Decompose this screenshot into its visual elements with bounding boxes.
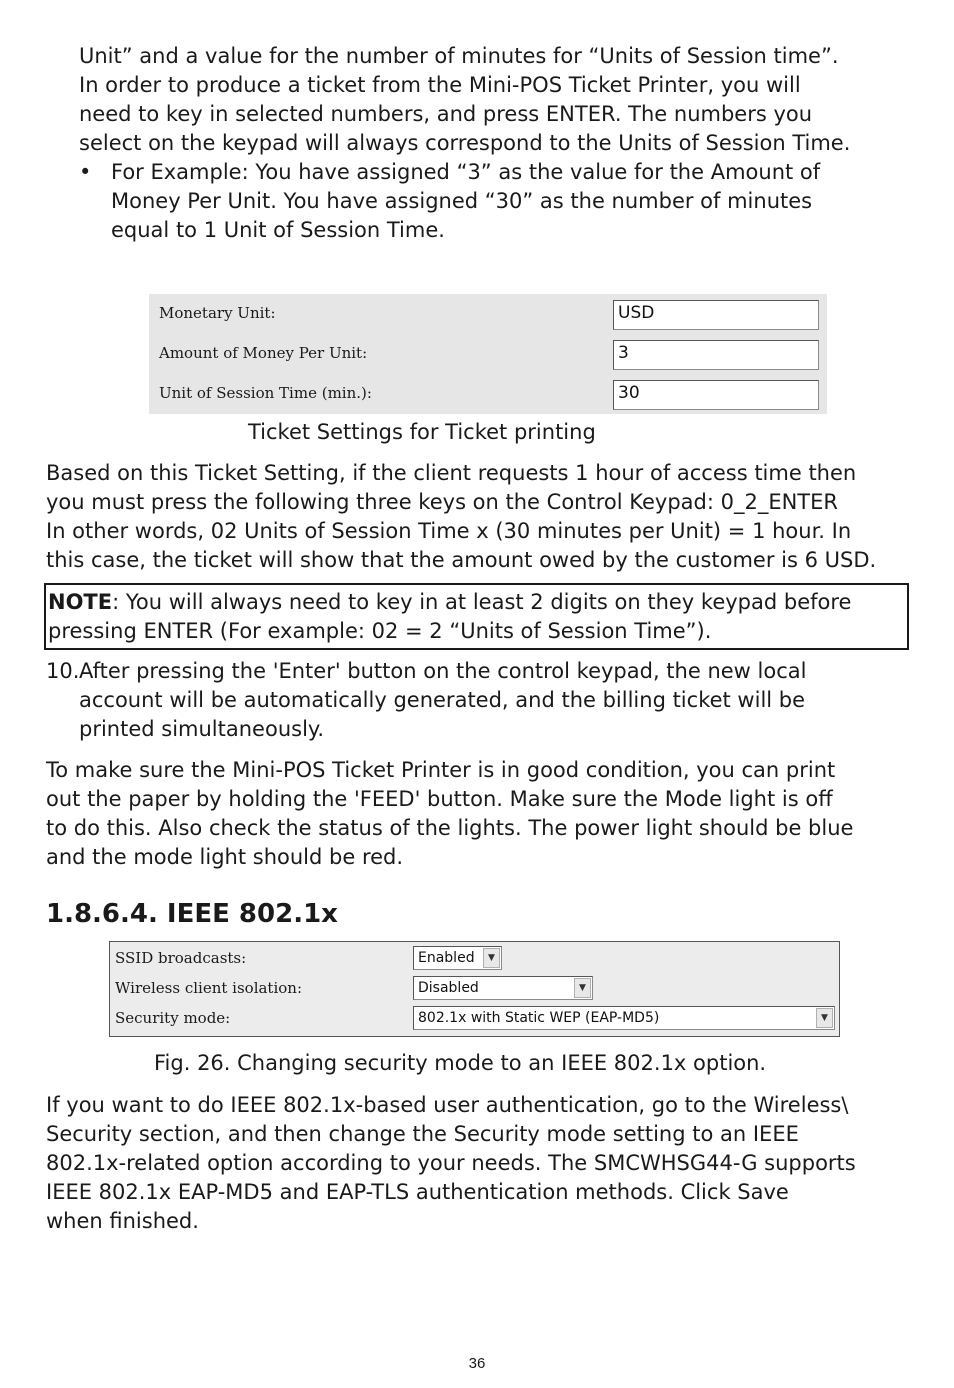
text-line: To make sure the Mini-POS Ticket Printer is in good condition, you can print bbox=[46, 758, 836, 782]
text-line: need to key in selected numbers, and press ENTER. The numbers you bbox=[79, 102, 813, 126]
example-bullet bbox=[111, 158, 820, 245]
text-line: account will be automatically generated, and the billing ticket will be bbox=[79, 688, 806, 712]
text-line: select on the keypad will always correspond to the Units of Session Time. bbox=[79, 131, 851, 155]
client-isolation-label: Wireless client isolation: bbox=[115, 979, 303, 997]
text-line: Security section, and then change the Security mode setting to an IEEE bbox=[46, 1122, 799, 1146]
form-row-session-time bbox=[149, 374, 827, 414]
form-row-ssid-broadcasts bbox=[110, 943, 839, 973]
ieee-auth-paragraph bbox=[46, 1091, 856, 1236]
session-time-input[interactable]: 30 bbox=[613, 380, 819, 410]
chevron-down-icon[interactable]: ▼ bbox=[816, 1008, 833, 1028]
security-mode-value: 802.1x with Static WEP (EAP-MD5) bbox=[418, 1010, 660, 1026]
note-text: pressing ENTER (For example: 02 = 2 “Units of Session Time”). bbox=[48, 619, 712, 643]
client-isolation-select[interactable] bbox=[413, 976, 593, 1000]
list-item-10 bbox=[79, 657, 806, 744]
ssid-broadcasts-label: SSID broadcasts: bbox=[115, 949, 247, 967]
text-line: For Example: You have assigned “3” as the value for the Amount of bbox=[111, 160, 821, 184]
ticket-settings-form bbox=[149, 294, 827, 414]
text-line: After pressing the 'Enter' button on the control keypad, the new local bbox=[79, 659, 807, 683]
security-mode-select[interactable] bbox=[413, 1006, 835, 1030]
text-line: In order to produce a ticket from the Mini-POS Ticket Printer, you will bbox=[79, 73, 801, 97]
list-number: 10. bbox=[46, 659, 80, 683]
chevron-down-icon[interactable]: ▼ bbox=[483, 948, 500, 968]
form-row-client-isolation bbox=[110, 973, 839, 1003]
bullet-icon: • bbox=[79, 160, 92, 184]
text-line: to do this. Also check the status of the lights. The power light should be blue bbox=[46, 816, 854, 840]
printer-check-paragraph bbox=[46, 756, 853, 872]
ticket-settings-caption: Ticket Settings for Ticket printing bbox=[248, 420, 596, 444]
amount-per-unit-input[interactable]: 3 bbox=[613, 340, 819, 370]
session-time-label: Unit of Session Time (min.): bbox=[159, 384, 372, 402]
text-line: 802.1x-related option according to your needs. The SMCWHSG44-G supports bbox=[46, 1151, 856, 1175]
text-line: when finished. bbox=[46, 1209, 199, 1233]
ssid-broadcasts-value: Enabled bbox=[418, 950, 475, 966]
figure-caption: Fig. 26. Changing security mode to an IEEE 802.1x option. bbox=[154, 1051, 767, 1075]
text-line: In other words, 02 Units of Session Time x (30 minutes per Unit) = 1 hour. In bbox=[46, 519, 852, 543]
form-row-security-mode bbox=[110, 1003, 839, 1033]
client-isolation-value: Disabled bbox=[418, 980, 479, 996]
text-line: Based on this Ticket Setting, if the client requests 1 hour of access time then bbox=[46, 461, 857, 485]
text-line: printed simultaneously. bbox=[79, 717, 325, 741]
chevron-down-icon[interactable]: ▼ bbox=[574, 978, 591, 998]
intro-paragraph bbox=[79, 42, 850, 158]
page-number: 36 bbox=[468, 1355, 486, 1372]
monetary-unit-input[interactable]: USD bbox=[613, 300, 819, 330]
text-line: IEEE 802.1x EAP-MD5 and EAP-TLS authentication methods. Click Save bbox=[46, 1180, 789, 1204]
section-heading: 1.8.6.4. IEEE 802.1x bbox=[46, 899, 338, 929]
form-row-monetary-unit bbox=[149, 294, 827, 334]
text-line: this case, the ticket will show that the amount owed by the customer is 6 USD. bbox=[46, 548, 877, 572]
note-box bbox=[44, 583, 909, 650]
text-line: Unit” and a value for the number of minutes for “Units of Session time”. bbox=[79, 44, 839, 68]
text-line: out the paper by holding the 'FEED' button. Make sure the Mode light is off bbox=[46, 787, 833, 811]
ssid-broadcasts-select[interactable] bbox=[413, 946, 502, 970]
ticket-explanation-paragraph bbox=[46, 459, 876, 575]
security-mode-label: Security mode: bbox=[115, 1009, 231, 1027]
text-line: Money Per Unit. You have assigned “30” as the number of minutes bbox=[111, 189, 813, 213]
security-settings-form bbox=[109, 941, 840, 1037]
note-label: NOTE bbox=[48, 590, 113, 614]
form-row-amount-per-unit bbox=[149, 334, 827, 374]
text-line: equal to 1 Unit of Session Time. bbox=[111, 218, 445, 242]
amount-per-unit-label: Amount of Money Per Unit: bbox=[159, 344, 368, 362]
text-line: If you want to do IEEE 802.1x-based user authentication, go to the Wireless\ bbox=[46, 1093, 849, 1117]
note-text: : You will always need to key in at least 2 digits on they keypad before bbox=[112, 590, 852, 614]
monetary-unit-label: Monetary Unit: bbox=[159, 304, 276, 322]
text-line: you must press the following three keys on the Control Keypad: 0_2_ENTER bbox=[46, 490, 838, 514]
text-line: and the mode light should be red. bbox=[46, 845, 404, 869]
